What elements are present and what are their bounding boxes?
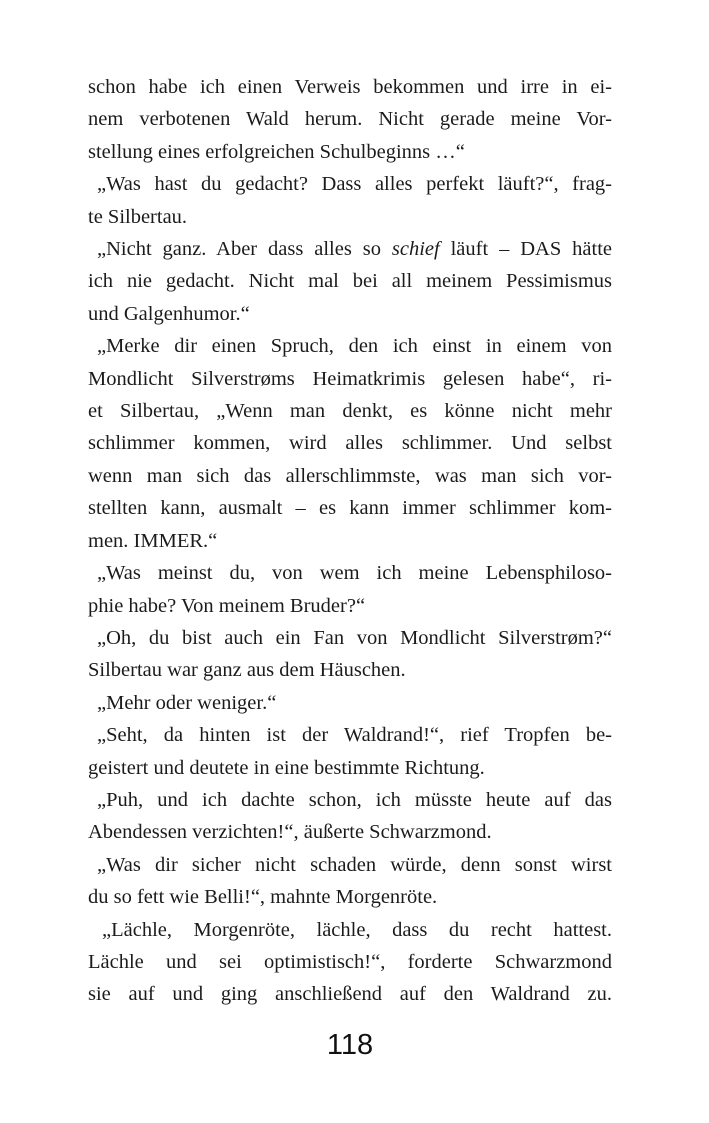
text-line: „Puh, und ich dachte schon, ich müsste heute auf das (97, 788, 612, 811)
text-line: nem verbotenen Wald herum. Nicht gerade meine Vor- (88, 108, 612, 131)
page-text (88, 71, 612, 1011)
text-line: geistert und deutete in eine bestimmte Richtung. (88, 756, 485, 779)
text-line: „Mehr oder weniger.“ (97, 691, 277, 714)
text-line: stellten kann, ausmalt – es kann immer schlimmer kom- (88, 497, 612, 520)
text-line: „Was meinst du, von wem ich meine Lebensphiloso- (97, 562, 612, 585)
text-line: men. IMMER.“ (88, 529, 218, 552)
text-line: stellung eines erfolgreichen Schulbeginns …“ (88, 140, 465, 163)
text-line: wenn man sich das allerschlimmste, was man sich vor- (88, 464, 612, 487)
text-line: phie habe? Von meinem Bruder?“ (88, 594, 366, 617)
text-line: „Oh, du bist auch ein Fan von Mondlicht Silverstrøm?“ (97, 626, 612, 649)
text-line: „Nicht ganz. Aber dass alles so schief läuft – DAS hätte (97, 238, 612, 261)
text-line: sie auf und ging anschließend auf den Waldrand zu. (88, 983, 612, 1006)
text-line: und Galgenhumor.“ (88, 302, 250, 325)
text-line: Abendessen verzichten!“, äußerte Schwarzmond. (88, 821, 492, 844)
text-line: „Was dir sicher nicht schaden würde, denn sonst wirst (97, 853, 612, 876)
text-line: „Lächle, Morgenröte, lächle, dass du recht hattest. (102, 918, 612, 941)
text-line: schlimmer kommen, wird alles schlimmer. Und selbst (88, 432, 612, 455)
text-line: du so fett wie Belli!“, mahnte Morgenröte. (88, 886, 438, 909)
text-line: ich nie gedacht. Nicht mal bei all meinem Pessimismus (88, 270, 612, 293)
text-line: „Seht, da hinten ist der Waldrand!“, rief Tropfen be- (97, 724, 612, 747)
text-line: Silbertau war ganz aus dem Häuschen. (88, 659, 406, 682)
text-line: „Merke dir einen Spruch, den ich einst in einem von (97, 335, 612, 358)
text-line: te Silbertau. (88, 205, 188, 228)
text-line: Lächle und sei optimistisch!“, forderte Schwarzmond (88, 950, 612, 973)
text-line: et Silbertau, „Wenn man denkt, es könne nicht mehr (88, 400, 612, 423)
text-line: schon habe ich einen Verweis bekommen und irre in ei- (88, 76, 612, 98)
text-line: Mondlicht Silverstrøms Heimatkrimis gelesen habe“, ri- (88, 367, 612, 390)
text-line: „Was hast du gedacht? Dass alles perfekt läuft?“, frag- (97, 173, 612, 196)
page-number: 118 (326, 1029, 374, 1061)
